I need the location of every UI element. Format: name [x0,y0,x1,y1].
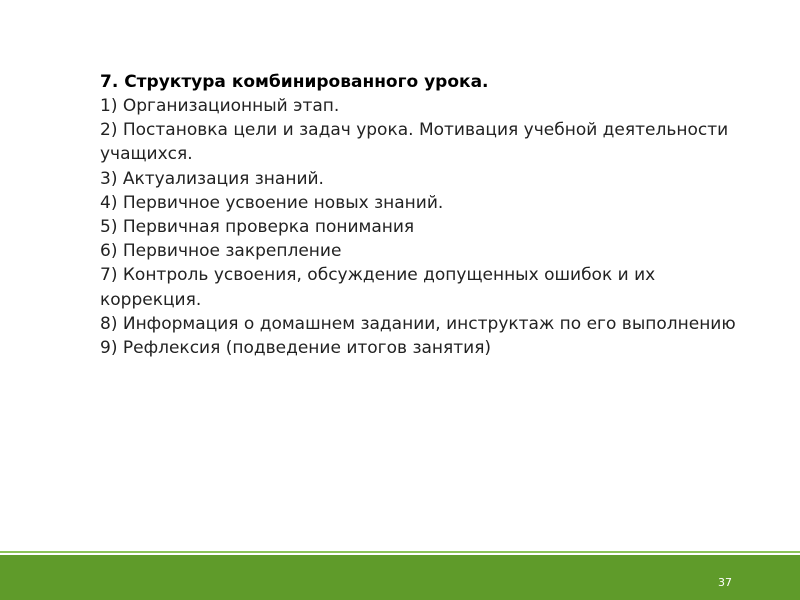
list-item: 7) Контроль усвоения, обсуждение допущенных ошибок и их коррекция. [100,265,656,310]
list-item: 8) Информация о домашнем задании, инструктаж по его выполнению [100,313,736,334]
lesson-structure-list [100,94,740,360]
list-item: 2) Постановка цели и задач урока. Мотивация учебной деятельности учащихся. [100,120,729,165]
list-item: 9) Рефлексия (подведение итогов занятия) [100,338,492,359]
list-item: 5) Первичная проверка понимания [100,217,415,238]
list-item: 1) Организационный этап. [100,96,340,116]
list-item: 3) Актуализация знаний. [100,168,324,189]
footer-accent-line [0,551,800,553]
footer-bar [0,555,800,600]
slide-content [100,70,740,360]
slide-title: 7. Структура комбинированного урока. [100,72,489,92]
list-item: 4) Первичное усвоение новых знаний. [100,192,444,213]
list-item: 6) Первичное закрепление [100,241,342,262]
page-number: 37 [718,576,732,589]
